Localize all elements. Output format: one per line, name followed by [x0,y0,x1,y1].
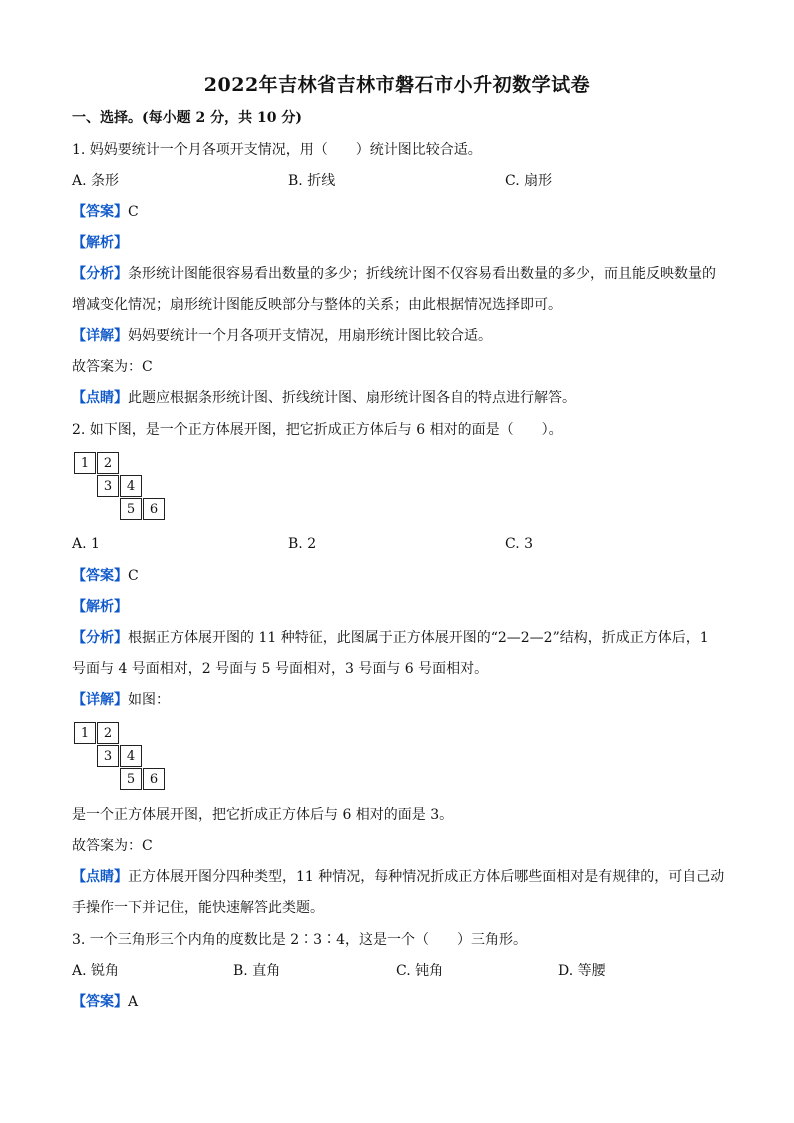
answer-value: C [128,204,139,220]
net-cell: 1 [74,722,96,744]
q1-option-a: A. 条形 [72,173,120,189]
detail-tag: 【详解】 [72,328,128,344]
q1-fenxi-line2: 增减变化情况；扇形统计图能反映部分与整体的关系；由此根据情况选择即可。 [72,297,562,313]
q1-conclusion: 故答案为：C [72,359,153,375]
q3-option-b: B. 直角 [233,963,281,979]
analysis-tag: 【解析】 [72,235,128,251]
net-cell: 1 [74,452,96,474]
q3-answer [72,992,138,1012]
q3-option-d: D. 等腰 [558,963,606,979]
net-cell: 6 [143,498,165,520]
q2-after-net: 是一个正方体展开图，把它折成正方体后与 6 相对的面是 3。 [72,807,454,823]
fenxi-tag: 【分析】 [72,630,128,646]
section-heading: 一、选择。(每小题 2 分，共 10 分) [72,110,302,126]
page-title: 2022年吉林省吉林市磐石市小升初数学试卷 [203,74,591,96]
detail-tag: 【详解】 [72,692,128,708]
q2-fenxi-line2: 号面与 4 号面相对，2 号面与 5 号面相对，3 号面与 6 号面相对。 [72,661,489,677]
q2-detail [72,690,170,710]
comment-tag: 【点睛】 [72,869,128,885]
q1-stem: 1. 妈妈要统计一个月各项开支情况，用（ ）统计图比较合适。 [72,142,482,158]
fenxi-tag: 【分析】 [72,266,128,282]
answer-tag: 【答案】 [72,204,128,220]
net-cell: 2 [97,452,119,474]
q2-answer [72,566,139,586]
q2-fenxi-line1 [72,628,709,648]
q1-analysis-heading [72,233,128,253]
q1-option-c: C. 扇形 [505,173,553,189]
net-cell: 6 [143,768,165,790]
q2-option-b: B. 2 [288,536,317,552]
comment-tag: 【点睛】 [72,390,128,406]
q2-option-c: C. 3 [505,536,534,552]
fenxi-text: 根据正方体展开图的 11 种特征，此图属于正方体展开图的“2—2—2”结构，折成正方体后，1 [128,630,709,646]
q2-conclusion: 故答案为：C [72,838,153,854]
q3-option-c: C. 钝角 [396,963,444,979]
net-cell: 5 [120,768,142,790]
comment-text: 正方体展开图分四种类型，11 种情况，每种情况折成正方体后哪些面相对是有规律的，可自己动 [128,869,725,885]
q1-option-b: B. 折线 [288,173,336,189]
comment-text: 此题应根据条形统计图、折线统计图、扇形统计图各自的特点进行解答。 [128,390,576,406]
net-cell: 2 [97,722,119,744]
detail-text: 妈妈要统计一个月各项开支情况，用扇形统计图比较合适。 [128,328,492,344]
q1-comment [72,388,576,408]
q2-option-a: A. 1 [72,536,100,552]
q3-stem: 3. 一个三角形三个内角的度数比是 2∶3∶4，这是一个（ ）三角形。 [72,932,527,948]
net-cell: 4 [120,745,142,767]
q2-stem: 2. 如下图，是一个正方体展开图，把它折成正方体后与 6 相对的面是（ ）。 [72,422,563,438]
q1-detail [72,326,492,346]
answer-value: C [128,568,139,584]
net-cell: 3 [97,745,119,767]
q2-comment-line1 [72,867,724,887]
net-cell: 5 [120,498,142,520]
answer-tag: 【答案】 [72,568,128,584]
detail-text: 如图： [128,692,170,708]
fenxi-text: 条形统计图能很容易看出数量的多少；折线统计图不仅容易看出数量的多少，而且能反映数量的 [128,266,716,282]
q1-fenxi-line1 [72,264,716,284]
analysis-tag: 【解析】 [72,599,128,615]
q2-analysis-heading [72,597,128,617]
answer-tag: 【答案】 [72,994,128,1010]
net-cell: 3 [97,475,119,497]
q1-answer [72,202,139,222]
net-cell: 4 [120,475,142,497]
q2-comment-line2: 手操作一下并记住，能快速解答此类题。 [72,900,324,916]
answer-value: A [128,994,139,1010]
q3-option-a: A. 锐角 [72,963,120,979]
